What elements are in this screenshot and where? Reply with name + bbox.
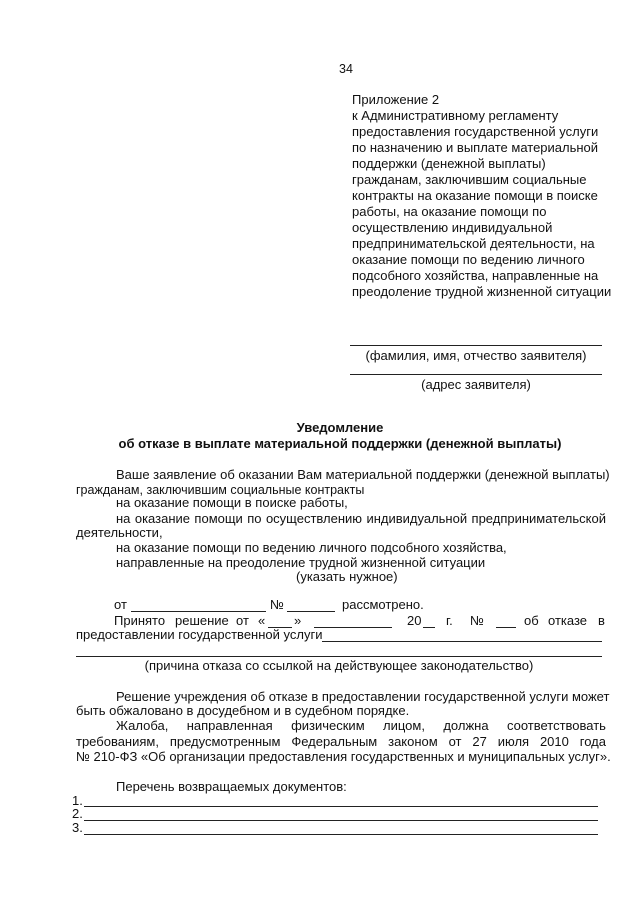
complaint-line-1: Жалоба, направленная физическим лицом, должна соответствовать	[116, 718, 606, 733]
applicant-name-caption: (фамилия, имя, отчество заявителя)	[365, 348, 587, 363]
returned-doc-field-3[interactable]	[84, 834, 598, 835]
document-subtitle: об отказе в выплате материальной поддержки (денежной выплаты)	[118, 436, 562, 451]
appendix-line: преодоление трудной жизненной ситуации	[352, 284, 612, 299]
decision-word: »	[294, 613, 302, 628]
complaint-line-2: требованиям, предусмотренным Федеральным законом от 27 июля 2010 года	[76, 734, 606, 749]
provision-text: предоставлении государственной услуги	[76, 627, 323, 642]
applicant-address-line[interactable]	[350, 374, 602, 375]
document-title: Уведомление	[296, 420, 384, 435]
body-text: гражданам, заключившим социальные контракты	[76, 483, 365, 497]
decision-word: «	[258, 613, 266, 628]
decision-word: 20	[407, 613, 422, 628]
decision-word: Принято	[114, 613, 166, 628]
appendix-line: подсобного хозяйства, направленные на	[352, 268, 599, 283]
choose-note: (указать нужное)	[296, 569, 398, 584]
list-number: 2.	[72, 806, 83, 821]
appendix-line: Приложение 2	[352, 92, 440, 107]
month-field[interactable]	[314, 627, 392, 628]
returned-doc-field-2[interactable]	[84, 820, 598, 821]
appendix-line: предпринимательской деятельности, на	[352, 236, 595, 251]
from-label: от	[114, 597, 127, 612]
decision-word: г.	[446, 613, 453, 628]
applicant-name-line[interactable]	[350, 345, 602, 346]
year-field[interactable]	[423, 627, 435, 628]
appendix-line: к Административному регламенту	[352, 108, 559, 123]
option-entrepreneurship-cont: деятельности,	[76, 525, 163, 540]
page-number: 34	[339, 62, 353, 76]
appendix-block	[352, 92, 611, 300]
decision-word: об	[524, 613, 539, 628]
appendix-line: работы, на оказание помощи по	[352, 204, 547, 219]
reason-caption: (причина отказа со ссылкой на действующее законодательство)	[144, 658, 534, 673]
number-label: №	[270, 597, 284, 612]
date-field[interactable]	[131, 611, 266, 612]
body-text: Решение учреждения об отказе в предоставлении государственной услуги может	[116, 689, 610, 704]
decision-word: в	[598, 613, 605, 628]
option-entrepreneurship: на оказание помощи по осуществлению индивидуальной предпринимательской	[116, 511, 606, 526]
reason-field[interactable]	[322, 641, 602, 642]
returned-docs-heading: Перечень возвращаемых документов:	[116, 779, 347, 794]
number-field[interactable]	[287, 611, 335, 612]
decision-word: №	[470, 613, 484, 628]
appendix-line: гражданам, заключившим социальные	[352, 172, 587, 187]
returned-doc-field-1[interactable]	[84, 806, 598, 807]
body-text: Ваше заявление об оказании Вам материальной поддержки (денежной выплаты)	[116, 467, 610, 482]
option-household: на оказание помощи по ведению личного подсобного хозяйства,	[116, 540, 507, 555]
appendix-line: поддержки (денежной выплаты)	[352, 156, 546, 171]
applicant-address-caption: (адрес заявителя)	[421, 377, 531, 392]
decision-word: решение	[175, 613, 229, 628]
decision-word: от	[236, 613, 249, 628]
appendix-line: осуществлению индивидуальной	[352, 220, 553, 235]
appendix-line: оказание помощи по ведению личного	[352, 252, 585, 267]
decision-number-field[interactable]	[496, 627, 516, 628]
list-number: 1.	[72, 793, 83, 808]
body-text: быть обжаловано в досудебном и в судебном порядке.	[76, 703, 410, 718]
appendix-line: по назначению и выплате материальной	[352, 140, 599, 155]
considered-text: рассмотрено.	[342, 597, 424, 612]
option-hardship: направленные на преодоление трудной жизненной ситуации	[116, 555, 486, 570]
option-job-search: на оказание помощи в поиске работы,	[116, 495, 348, 510]
decision-word: отказе	[548, 613, 587, 628]
reason-field-2[interactable]	[76, 656, 602, 657]
appendix-line: предоставления государственной услуги	[352, 124, 599, 139]
list-number: 3.	[72, 820, 83, 835]
appendix-line: контракты на оказание помощи в поиске	[352, 188, 598, 203]
complaint-line-3: № 210-ФЗ «Об организации предоставления государственных и муниципальных услуг».	[76, 749, 611, 764]
